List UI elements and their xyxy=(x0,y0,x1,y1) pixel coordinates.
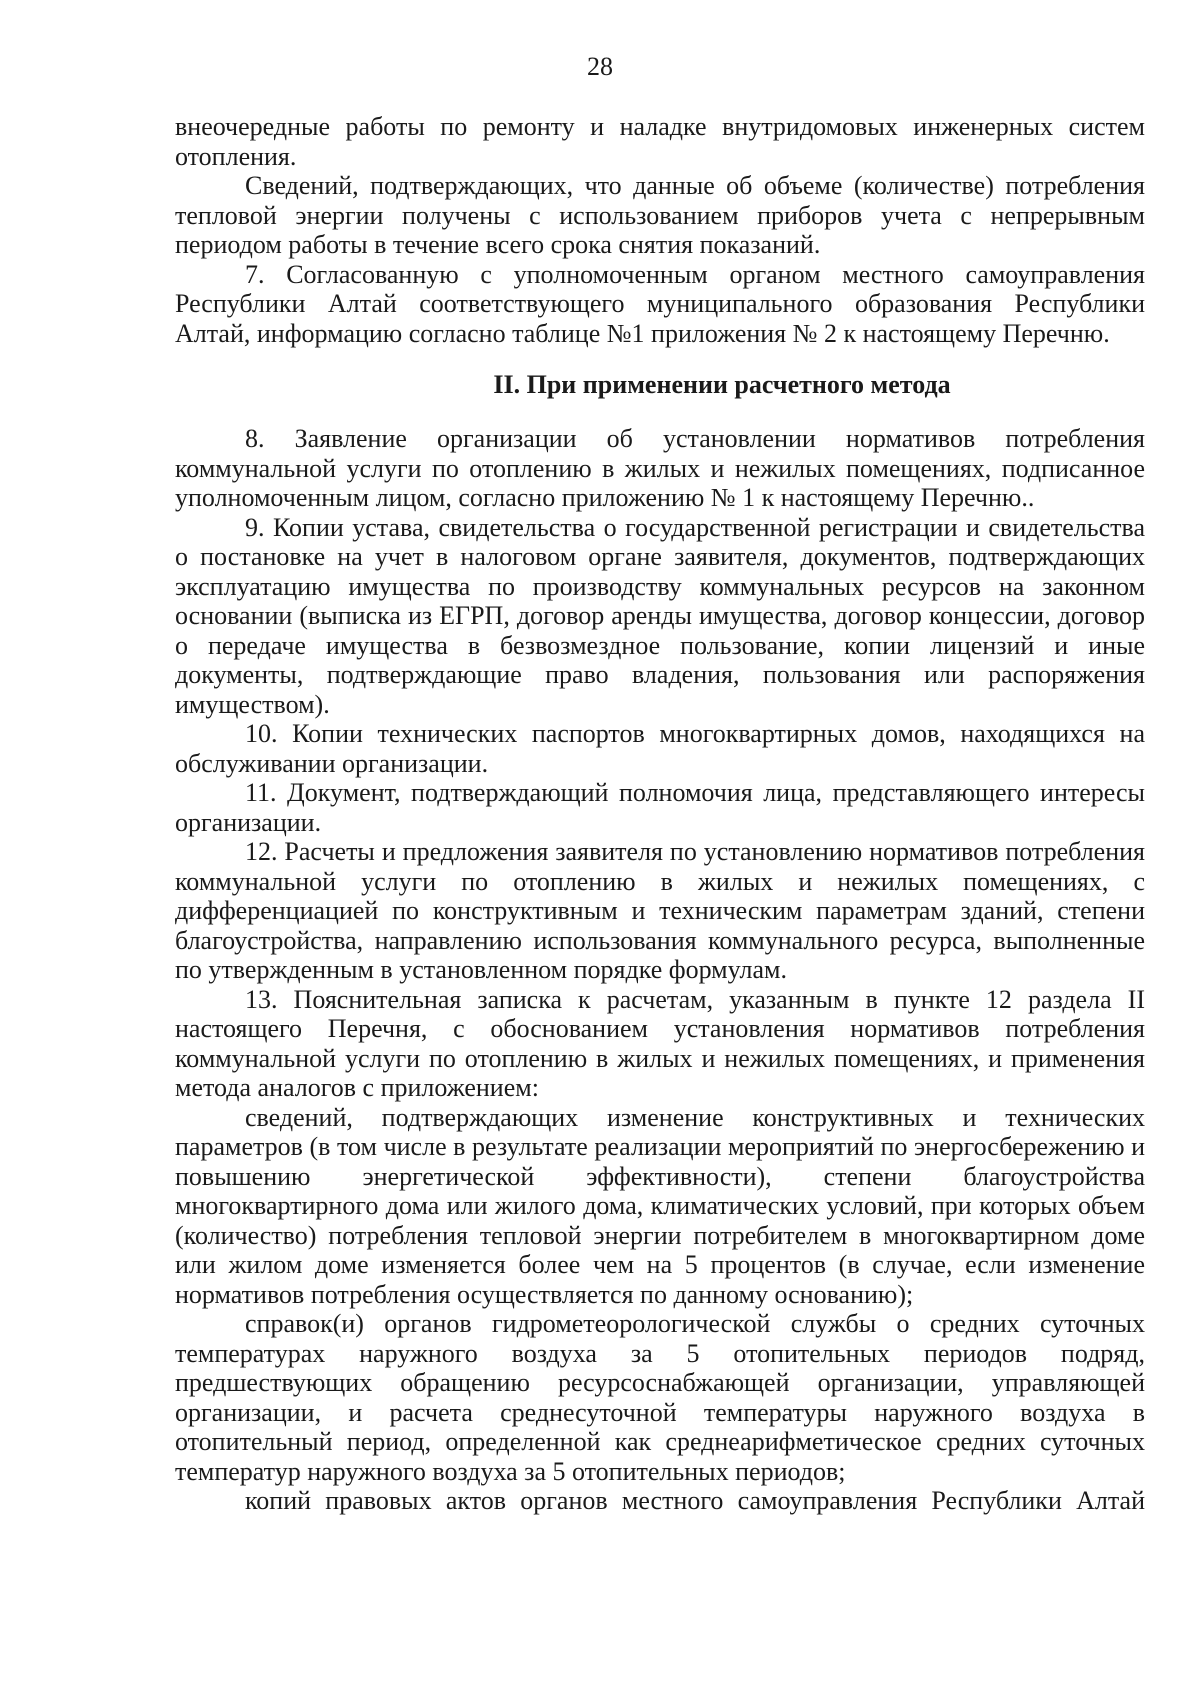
paragraph: справок(и) органов гидрометеорологической службы о средних суточных температурах наружного воздуха за 5 отопительных периодов подряд, предшествующих обращению ресурсоснабжающей организации, управляющей организации, и расчета среднесуточной температуры наружного воздуха в отопительный период, определенной как среднеарифметическое средних суточных температур наружного воздуха за 5 отопительных периодов; xyxy=(175,1309,1145,1486)
paragraph: Сведений, подтверждающих, что данные об объеме (количестве) потребления тепловой энергии получены с использованием приборов учета с непрерывным периодом работы в течение всего срока снятия показаний. xyxy=(175,171,1145,259)
document-body xyxy=(175,112,1145,1516)
paragraph: 7. Согласованную с уполномоченным органом местного самоуправления Республики Алтай соответствующего муниципального образования Республики Алтай, информацию согласно таблице №1 приложения № 2 к настоящему Перечню. xyxy=(175,259,1145,348)
paragraph: 9. Копии устава, свидетельства о государственной регистрации и свидетельства о постановке на учет в налоговом органе заявителя, документов, подтверждающих эксплуатацию имущества по производству коммунальных ресурсов на законном основании (выписка из ЕГРП, договор аренды имущества, договор концессии, договор о передаче имущества в безвозмездное пользование, копии лицензий и иные документы, подтверждающие право владения, пользования или распоряжения имуществом). xyxy=(175,512,1145,719)
paragraph: сведений, подтверждающих изменение конструктивных и технических параметров (в том числе в результате реализации мероприятий по энергосбережению и повышению энергетической эффективности), степени благоустройства многоквартирного дома или жилого дома, климатических условий, при которых объем (количество) потребления тепловой энергии потребителем в многоквартирном доме или жилом доме изменяется более чем на 5 процентов (в случае, если изменение нормативов потребления осуществляется по данному основанию); xyxy=(175,1102,1145,1309)
paragraph: 13. Пояснительная записка к расчетам, указанным в пункте 12 раздела II настоящего Перечня, с обоснованием установления нормативов потребления коммунальной услуги по отоплению в жилых и нежилых помещениях, и применения метода аналогов с приложением: xyxy=(175,984,1145,1102)
section-heading: II. При применении расчетного метода xyxy=(493,370,951,399)
page-number: 28 xyxy=(587,52,613,81)
paragraph: 11. Документ, подтверждающий полномочия лица, представляющего интересы организации. xyxy=(175,778,1145,837)
paragraph: 12. Расчеты и предложения заявителя по установлению нормативов потребления коммунальной услуги по отоплению в жилых и нежилых помещениях, с дифференциацией по конструктивным и техническим параметрам зданий, степени благоустройства, направлению использования коммунального ресурса, выполненные по утвержденным в установленном порядке формулам. xyxy=(175,837,1145,984)
paragraph: копий правовых актов органов местного самоуправления Республики Алтай xyxy=(245,1486,1145,1515)
paragraph: 10. Копии технических паспортов многоквартирных домов, находящихся на обслуживании организации. xyxy=(175,719,1145,778)
paragraph: внеочередные работы по ремонту и наладке внутридомовых инженерных систем отопления. xyxy=(175,112,1145,171)
paragraph: 8. Заявление организации об установлении нормативов потребления коммунальной услуги по отоплению в жилых и нежилых помещениях, подписанное уполномоченным лицом, согласно приложению № 1 к настоящему Перечню.. xyxy=(175,424,1145,512)
